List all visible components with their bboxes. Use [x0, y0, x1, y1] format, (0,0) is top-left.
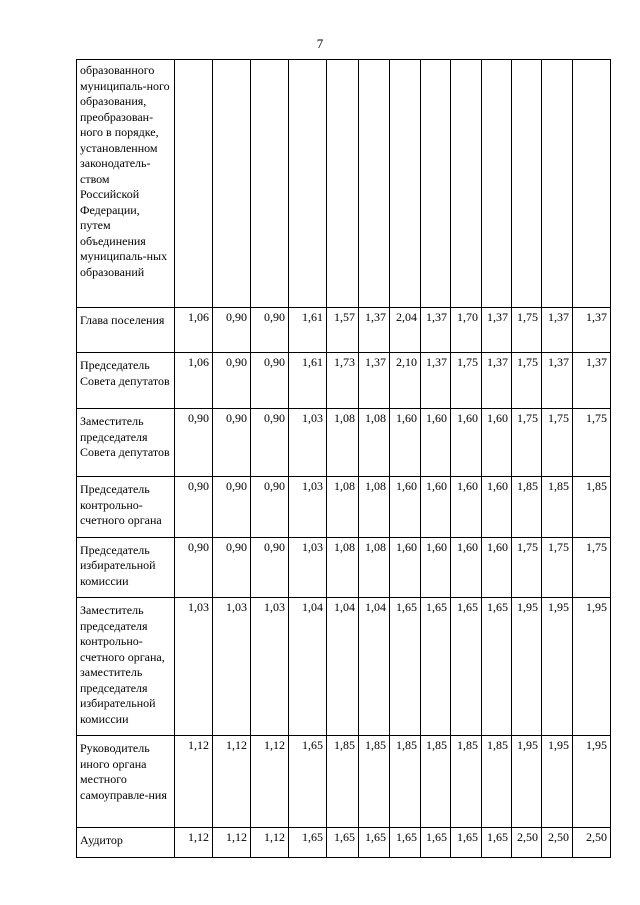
value-cell: 1,03	[213, 598, 251, 736]
value-cell: 1,12	[213, 828, 251, 858]
table-row	[77, 477, 611, 538]
page-number: 7	[316, 36, 324, 51]
value-cell: 1,04	[359, 598, 390, 736]
value-cell: 1,65	[482, 828, 512, 858]
value-cell: 1,70	[451, 308, 482, 353]
value-cell: 2,50	[542, 828, 573, 858]
value-cell: 1,61	[289, 353, 327, 409]
value-cell: 1,08	[359, 409, 390, 477]
value-cell	[542, 60, 573, 308]
value-cell: 1,60	[390, 477, 421, 538]
value-cell: 1,60	[390, 409, 421, 477]
value-cell: 1,95	[512, 598, 542, 736]
value-cell: 0,90	[213, 409, 251, 477]
value-cell: 1,61	[289, 308, 327, 353]
value-cell	[512, 60, 542, 308]
value-cell: 1,60	[451, 477, 482, 538]
value-cell: 1,03	[289, 477, 327, 538]
value-cell: 1,37	[482, 308, 512, 353]
table-row	[77, 537, 611, 598]
value-cell: 2,50	[512, 828, 542, 858]
value-cell	[359, 60, 390, 308]
value-cell: 0,90	[251, 308, 289, 353]
value-cell	[251, 60, 289, 308]
value-cell: 1,65	[421, 598, 451, 736]
value-cell	[327, 60, 359, 308]
value-cell: 1,08	[327, 537, 359, 598]
table-row	[77, 308, 611, 353]
table-row	[77, 736, 611, 828]
value-cell: 1,60	[421, 477, 451, 538]
value-cell: 1,12	[175, 828, 213, 858]
value-cell: 1,75	[542, 409, 573, 477]
value-cell: 1,65	[421, 828, 451, 858]
value-cell: 1,65	[451, 828, 482, 858]
value-cell: 0,90	[251, 353, 289, 409]
value-cell: 1,85	[421, 736, 451, 828]
value-cell: 1,60	[421, 409, 451, 477]
value-cell: 1,03	[175, 598, 213, 736]
value-cell: 0,90	[213, 308, 251, 353]
row-label: Заместитель председателя контрольно-счетного органа, заместитель председателя избирательной комиссии	[77, 598, 175, 736]
value-cell: 1,60	[482, 477, 512, 538]
value-cell: 1,37	[359, 353, 390, 409]
value-cell: 1,06	[175, 353, 213, 409]
value-cell: 1,08	[327, 477, 359, 538]
value-cell: 0,90	[175, 537, 213, 598]
value-cell: 1,65	[451, 598, 482, 736]
value-cell: 1,85	[542, 477, 573, 538]
table-row	[77, 828, 611, 858]
value-cell: 1,85	[390, 736, 421, 828]
value-cell: 0,90	[251, 537, 289, 598]
value-cell	[482, 60, 512, 308]
row-label: Председатель Совета депутатов	[77, 353, 175, 409]
value-cell: 1,37	[482, 353, 512, 409]
value-cell: 1,60	[451, 409, 482, 477]
value-cell: 1,75	[451, 353, 482, 409]
value-cell: 1,65	[289, 828, 327, 858]
value-cell: 0,90	[251, 477, 289, 538]
value-cell: 1,85	[451, 736, 482, 828]
value-cell: 1,75	[512, 353, 542, 409]
table-row	[77, 353, 611, 409]
value-cell: 1,73	[327, 353, 359, 409]
value-cell: 1,37	[421, 308, 451, 353]
value-cell: 1,85	[512, 477, 542, 538]
value-cell: 1,85	[327, 736, 359, 828]
value-cell: 0,90	[251, 409, 289, 477]
value-cell: 2,04	[390, 308, 421, 353]
value-cell: 1,03	[289, 409, 327, 477]
value-cell: 1,37	[542, 353, 573, 409]
value-cell: 1,37	[359, 308, 390, 353]
value-cell: 1,04	[327, 598, 359, 736]
value-cell: 1,12	[251, 828, 289, 858]
value-cell	[289, 60, 327, 308]
value-cell: 1,37	[573, 308, 611, 353]
value-cell: 1,65	[289, 736, 327, 828]
value-cell: 0,90	[213, 537, 251, 598]
row-label: образованного муниципаль-ного образования, преобразован-ного в порядке, установленном законодатель-ством Российской Федерации, путем объединения муниципаль-ных образований	[77, 60, 175, 308]
value-cell: 0,90	[213, 353, 251, 409]
value-cell: 1,65	[359, 828, 390, 858]
value-cell: 1,37	[573, 353, 611, 409]
value-cell: 1,03	[289, 537, 327, 598]
value-cell: 1,08	[359, 477, 390, 538]
value-cell: 1,95	[573, 598, 611, 736]
value-cell: 1,57	[327, 308, 359, 353]
value-cell: 0,90	[175, 409, 213, 477]
value-cell: 1,65	[390, 598, 421, 736]
value-cell: 1,06	[175, 308, 213, 353]
value-cell: 1,65	[327, 828, 359, 858]
value-cell: 1,04	[289, 598, 327, 736]
value-cell: 1,08	[327, 409, 359, 477]
value-cell: 0,90	[213, 477, 251, 538]
value-cell: 0,90	[175, 477, 213, 538]
value-cell: 1,75	[573, 537, 611, 598]
value-cell: 1,03	[251, 598, 289, 736]
value-cell: 1,75	[512, 537, 542, 598]
value-cell	[213, 60, 251, 308]
value-cell: 1,95	[542, 736, 573, 828]
value-cell: 1,12	[213, 736, 251, 828]
value-cell: 1,75	[542, 537, 573, 598]
row-label: Глава поселения	[77, 308, 175, 353]
row-label: Руководитель иного органа местного самоуправле-ния	[77, 736, 175, 828]
value-cell: 1,85	[359, 736, 390, 828]
value-cell: 2,50	[573, 828, 611, 858]
value-cell: 1,95	[512, 736, 542, 828]
value-cell: 1,08	[359, 537, 390, 598]
value-cell	[390, 60, 421, 308]
table-body	[77, 60, 611, 858]
value-cell: 1,75	[512, 409, 542, 477]
value-cell: 1,75	[512, 308, 542, 353]
value-cell	[451, 60, 482, 308]
value-cell: 1,65	[390, 828, 421, 858]
table-row	[77, 409, 611, 477]
value-cell	[573, 60, 611, 308]
value-cell: 1,60	[482, 409, 512, 477]
value-cell: 1,75	[573, 409, 611, 477]
value-cell	[175, 60, 213, 308]
value-cell: 1,85	[573, 477, 611, 538]
value-cell: 1,12	[175, 736, 213, 828]
value-cell: 2,10	[390, 353, 421, 409]
coefficient-table	[76, 59, 611, 858]
table-row	[77, 60, 611, 308]
value-cell: 1,85	[482, 736, 512, 828]
value-cell: 1,95	[573, 736, 611, 828]
row-label: Председатель избирательной комиссии	[77, 537, 175, 598]
value-cell: 1,37	[542, 308, 573, 353]
table-row	[77, 598, 611, 736]
value-cell: 1,60	[482, 537, 512, 598]
row-label: Заместитель председателя Совета депутатов	[77, 409, 175, 477]
value-cell: 1,95	[542, 598, 573, 736]
value-cell: 1,60	[421, 537, 451, 598]
value-cell: 1,60	[451, 537, 482, 598]
value-cell	[421, 60, 451, 308]
row-label: Аудитор	[77, 828, 175, 858]
row-label: Председатель контрольно-счетного органа	[77, 477, 175, 538]
value-cell: 1,60	[390, 537, 421, 598]
value-cell: 1,37	[421, 353, 451, 409]
value-cell: 1,65	[482, 598, 512, 736]
value-cell: 1,12	[251, 736, 289, 828]
